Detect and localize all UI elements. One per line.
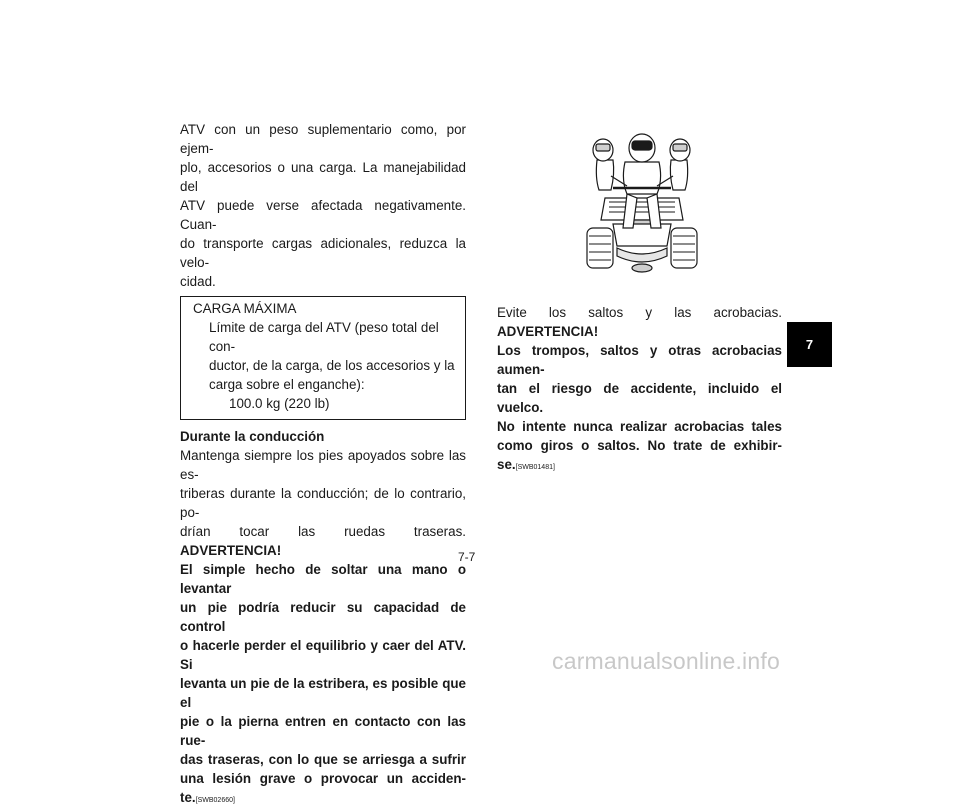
right-lead: Evite los saltos y las acrobacias. — [497, 305, 782, 320]
warning-left-6: das traseras, con lo que se arriesga a sufrir — [180, 752, 466, 767]
max-load-value: 100.0 kg (220 lb) — [229, 396, 330, 411]
intro-line-2: plo, accesorios o una carga. La manejabilidad del — [180, 160, 466, 194]
watermark: carmanualsonline.info — [552, 648, 780, 674]
warning-right-1: Los trompos, saltos y otras acrobacias aumen- — [497, 343, 782, 377]
section-heading: Durante la conducción — [180, 429, 325, 444]
max-load-box — [180, 296, 466, 420]
max-load-title: CARGA MÁXIMA — [193, 301, 297, 316]
max-load-desc-1: Límite de carga del ATV (peso total del con- — [209, 320, 439, 354]
right-column — [497, 303, 782, 477]
left-column — [180, 120, 466, 810]
warning-left-end-text: te. — [180, 790, 196, 805]
max-load-desc-3: carga sobre el enganche): — [209, 377, 365, 392]
warning-left-end — [180, 788, 466, 810]
warning-left-5: pie o la pierna entren en contacto con las rue- — [180, 714, 466, 748]
warning-right-4: como giros o saltos. No trate de exhibir- — [497, 438, 782, 453]
warning-right-2: tan el riesgo de accidente, incluido el vuelco. — [497, 381, 782, 415]
body-line-3 — [180, 522, 466, 560]
warning-right-end-text: se. — [497, 457, 516, 472]
intro-line-5: cidad. — [180, 274, 216, 289]
warning-left-1: El simple hecho de soltar una mano o levantar — [180, 562, 466, 596]
warning-left-2: un pie podría reducir su capacidad de control — [180, 600, 466, 634]
intro-line-1: ATV con un peso suplementario como, por ejem- — [180, 122, 466, 156]
body-line-1: Mantenga siempre los pies apoyados sobre las es- — [180, 448, 466, 482]
right-lead-line — [497, 303, 782, 341]
warning-label-left: ADVERTENCIA! — [180, 543, 282, 558]
body-lead: drían tocar las ruedas traseras. — [180, 524, 466, 539]
warning-left-4: levanta un pie de la estribera, es posible que el — [180, 676, 466, 710]
warning-left-3: o hacerle perder el equilibrio y caer del ATV. Si — [180, 638, 466, 672]
intro-line-3: ATV puede verse afectada negativamente. Cuan- — [180, 198, 466, 232]
warning-left-7: una lesión grave o provocar un acciden- — [180, 771, 466, 786]
warning-code-left: [SWB02660] — [195, 797, 235, 804]
max-load-desc-2: ductor, de la carga, de los accesorios y la — [209, 358, 455, 373]
warning-right-end — [497, 455, 782, 477]
warning-label-right: ADVERTENCIA! — [497, 324, 599, 339]
atv-riders-illustration — [583, 128, 701, 294]
warning-right-3: No intente nunca realizar acrobacias tales — [497, 419, 782, 434]
intro-line-4: do transporte cargas adicionales, reduzca la velo- — [180, 236, 466, 270]
page-number: 7-7 — [458, 550, 476, 564]
warning-code-right: [SWB01481] — [515, 464, 555, 471]
chapter-tab: 7 — [787, 322, 832, 367]
body-line-2: triberas durante la conducción; de lo contrario, po- — [180, 486, 466, 520]
